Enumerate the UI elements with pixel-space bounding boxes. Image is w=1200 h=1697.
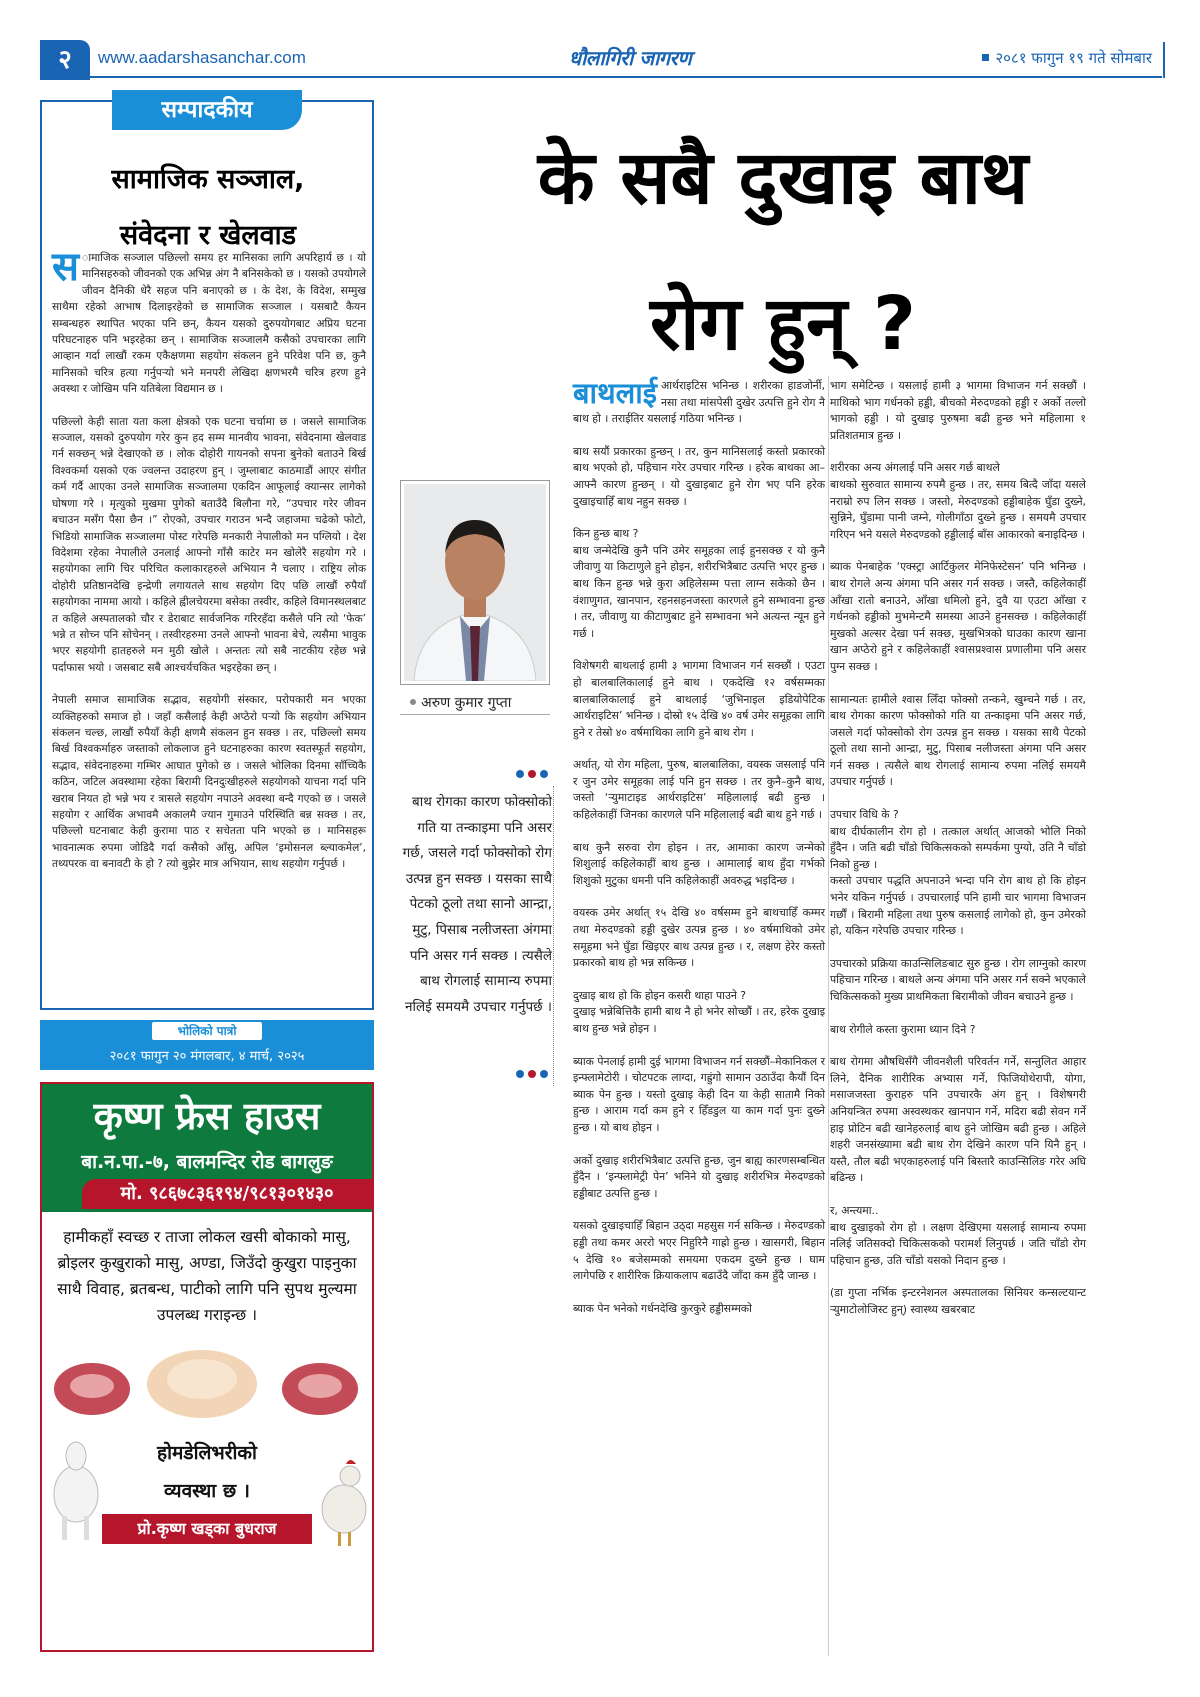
caption-rule xyxy=(400,714,550,715)
pullquote-dots-bottom xyxy=(516,1070,548,1078)
editorial-paragraph: नेपाली समाज सामाजिक सद्भाव, सहयोगी संस्कार, परोपकारी मन भएका व्यक्तिहरुको समाज हो । जहाँ कसैलाई केही अप्ठेरो पर्‍यो कि सहयोग अभियान संकलन चल्छ, लाखौं रुपैयाँ केही क्षणमै संकलन हुन सक्छ । तर, पछिल्लो समय बिर्ख विश्वकर्माहरु जस्ताको लोकलाज हुने घटनाहरुका कारण स्वतस्फूर्त सहयोग, सद्भाव, संवेदनाहरुमा गम्भिर आघात पुगेको छ । जसले भोलिका दिनमा साँच्चिकै कठिन, जटिल अवस्थामा रहेका बिरामी दिनदुःखीहरुले सहयोगको याचना गर्दा पनि खराब नियत हो भन्ने भय र त्रासले सहयोग नपाउने अवस्था बन्दै गएको छ । जसले सहयोग र आर्थिक अभावमै अकालमै ज्यान गुमाउने परिस्थिति बन्न सक्छ । तर, पछिल्लो घटनाबाट केही कुरामा पाठ र सचेतता पनि भएको छ । मानिसहरू भावनात्मक रुपमा जोडिदै गर्दा कसैको आँसु, अपिल ‘इमोसनल ब्ल्याकमेल’, तथ्यपरक वा बनावटी के हो ? त्यो बुझेर मात्र अभियान, साथ सहयोग गर्नुपर्छ । xyxy=(52,694,366,871)
advertisement xyxy=(40,1082,374,1652)
almanac-date: २०८१ फागुन २० मंगलबार, ४ मार्च, २०२५ xyxy=(109,1049,305,1064)
hen-image xyxy=(314,1454,372,1549)
editorial-box xyxy=(40,97,374,1010)
article-paragraph: वयस्क उमेर अर्थात् १५ देखि ४० वर्षसम्म हुने बाथचाहिँ कम्मर तथा मेरुदण्डको हड्डी दुखेर उत्पन्न हुन्छ । ४० वर्षमाथिको उमेर समूहमा भने घुँडा खिइएर बाथ उत्पन्न हुन्छ । र, लक्षण हेरेर कस्तो प्रकारको बाथ हो भन्न सकिन्छ । xyxy=(573,906,825,970)
editorial-dropcap: स xyxy=(52,244,80,290)
editorial-label: सम्पादकीय xyxy=(112,90,302,130)
ad-phone: मो. ९८६७८३६१९४/९८१३०१४३० xyxy=(82,1179,372,1209)
lead-word: बाथलाई xyxy=(573,376,658,410)
article-paragraph: बाथ रोगीले कस्ता कुरामा ध्यान दिने ? xyxy=(830,1022,976,1036)
pullquote-dots-top xyxy=(516,770,548,778)
pullquote-rule xyxy=(553,786,554,1086)
article-paragraph: सामान्यतः हामीले श्वास लिँदा फोक्सो तन्कने, खुम्चने गर्छ । तर, बाथ रोगका कारण फोक्सोको गति या तन्काइमा पनि असर गर्छ, जसले गर्दा फोक्सोको रोग उत्पन्न हुन सक्छ । यसका साथै पेटको ठूलो तथा सानो आन्द्रा, मुटु, पिसाब नलीजस्ता अंगमा पनि असर गर्न सक्छ । त्यसैले बाथ रोगलाई सामान्य रुपमा नलिई समयमै उपचार गर्नुपर्छ । xyxy=(830,692,1086,789)
article-column-1 xyxy=(573,378,825,1333)
author-name: अरुण कुमार गुप्ता xyxy=(410,693,511,712)
article-paragraph: यसको दुखाइचाहिँ बिहान उठ्दा महसुस गर्न सकिन्छ । मेरुदण्डको हड्डी तथा कमर अररो भएर निहुरिनै गाह्रो हुन्छ । खासगरी, बिहान ५ देखि १० बजेसम्मको समयमा एकदम दुख्ने हुन्छ । घाम लागेपछि र शारीरिक क्रियाकलाप बढाउँदै जाँदा कम हुँदै जान्छ । xyxy=(573,1219,825,1283)
article-paragraph: बाथ रोगमा औषधिसँगै जीवनशैली परिवर्तन गर्ने, सन्तुलित आहार लिने, दैनिक शारीरिक अभ्यास गर्ने, फिजियोथेरापी, योगा, मसाजजस्ता कुराहरु पनि उपचारकै अंग हुन् । विशेषगरी अनियन्त्रित रुपमा अस्वस्थकर खानपान गर्ने, मदिरा बढी सेवन गर्ने हाइ प्रोटिन बढी खानेहरुलाई बाथ हुने जोखिम बढी हुन्छ । अहिले शहरी जनसंख्यामा बढी बाथ रोग देखिने कारण पनि यिनै हुन् । यस्तै, तौल बढी भएकाहरुलाई पनि बिस्तारै काउन्सिलिङ गरेर अघि बढिन्छ । xyxy=(830,1055,1086,1185)
header-date: २०८१ फागुन १९ गते सोमबार xyxy=(982,48,1152,68)
article-paragraph: ब्याक पेनबाहेक ‘एक्स्ट्रा आर्टिकुलर मेनिफेस्टेसन’ पनि भनिन्छ । बाथ रोगले अन्य अंगमा पनि असर गर्न सक्छ । जस्तै, कहिलेकाहीं आँखा रातो बनाउने, आँखा धमिलो हुने, दुवै या एउटा आँखा र गर्धनको हड्डीको मुभमेन्टमै समस्या आउने हुनसक्छ । कहिलेकाहीं मुखको अल्सर देखा पर्न सक्छ, मुखभित्रको घाउका कारण खाना खान अप्ठेरो हुने र कहिलेकाहीं श्वासप्रश्वास प्रणालीमा पनि असर पुग्न सक्छ । xyxy=(830,560,1086,673)
ad-home-line1: होमडेलिभरीको xyxy=(157,1442,257,1464)
ad-description: हामीकहाँ स्वच्छ र ताजा लोकल खसी बोकाको मासु, ब्रोइलर कुखुराको मासु, अण्डा, जिउँदो कुखुरा पाइनुका साथै विवाह, ब्रतबन्ध, पाटीको लागि पनि सुपथ मुल्यमा उपलब्ध गराइन्छ । xyxy=(57,1228,357,1324)
ad-shop-name: कृष्ण फ्रेस हाउस xyxy=(93,1094,321,1138)
page-number: २ xyxy=(40,40,90,80)
ad-owner: प्रो.कृष्ण खड्का बुधराज xyxy=(102,1514,312,1544)
ad-address: बा.न.पा.-७, बालमन्दिर रोड बागलुङ xyxy=(81,1151,333,1173)
ad-banner xyxy=(42,1084,372,1212)
article-lead-paragraph xyxy=(573,378,825,428)
header-edge-rule xyxy=(1163,42,1165,78)
pull-quote: बाथ रोगका कारण फोक्सोको गति या तन्काइमा पनि असर गर्छ, जसले गर्दा फोक्सोको रोग उत्पन्न हुन सक्छ । यसका साथै पेटको ठूलो तथा सानो आन्द्रा, मुटु, पिसाब नलीजस्ता अंगमा पनि असर गर्न सक्छ । त्यसैले बाथ रोगलाई सामान्य रुपमा नलिई समयमै उपचार गर्नुपर्छ । xyxy=(402,794,552,1015)
meat-image xyxy=(52,1334,362,1424)
article-headline xyxy=(398,105,1168,397)
page-header xyxy=(40,42,1162,78)
website-link[interactable]: www.aadarshasanchar.com xyxy=(98,48,306,67)
article-paragraph: ब्याक पेनलाई हामी दुई भागमा विभाजन गर्न सक्छौं–मेकानिकल र इन्फ्लामेटोरी । चोटपटक लाग्दा, गह्रुंगो सामान उठाउँदा कैयौं दिन ब्याक पेन हुन्छ । यस्तो दुखाइ केही दिन या केही सातामै निको हुन्छ । आराम गर्दा कम हुने र हिँडडुल या काम गर्दा पुनः दुख्ने हुन्छ । यो बाथ होइन । xyxy=(573,1054,825,1134)
article-paragraph: किन हुन्छ बाथ ? बाथ जन्मेदेखि कुनै पनि उमेर समूहका लाई हुनसक्छ र यो कुनै जीवाणु या किटाणुले हुने होइन, शरीरभित्रैबाट उत्पत्ति भएर हुन्छ । बाथ किन हुन्छ भन्ने कुरा अहिलेसम्म पत्ता लाग्न सकेको छैन । वंशाणुगत, खानपान, रहनसहनजस्ता कारणले हुने सम्भावना हुन्छ । तर, जीवाणु या कीटाणुबाट हुने सम्भावना भने अत्यन्त न्यून हुने गर्छ । xyxy=(573,527,825,640)
article-paragraph: उपचार विधि के ? बाथ दीर्घकालीन रोग हो । तत्काल अर्थात् आजको भोलि निको हुँदैन । जति बढी चाँडो चिकित्सकको सम्पर्कमा पुग्यो, उति नै चाँडो निको हुन्छ । कस्तो उपचार पद्धति अपनाउने भन्दा पनि रोग बाथ हो कि होइन भनेर यकिन गर्नुपर्छ । उपचारलाई पनि हामी चार भागमा विभाजन गर्छौं । बिरामी महिला तथा पुरुष कसलाई लागेको हो, कुन उमेरको हो, यकिन गरेपछि उपचार गरिन्छ । xyxy=(830,808,1086,938)
masthead-logo: धौलागिरी जागरण xyxy=(568,46,692,70)
editorial-paragraph: ामाजिक सञ्जाल पछिल्लो समय हर मानिसका लागि अपरिहार्य छ । यो मानिसहरुको जीवनको एक अभिन्न अंग नै बनिसकेको छ । यसको उपयोगले जीवन दैनिकी धेरै सहज पनि बनाएको छ । के देश, के विदेश, सम्मुख साथैमा रहेको आभाष दिलाइरहेको छ सामाजिक सञ्जाल । यसबाटै कैयन सम्बन्धहरु स्थापित भएका पनि छन्, कैयन यसको दुरुपयोगबाट अप्रिय घटना परिघटनाहरु पनि भइरहेका छन् । सामाजिक सञ्जालमै कसैको उपचारका लागि आव्हान गर्दा लाखौं रकम एकैक्षणमा सहयोग संकलन हुने परिवेश पनि छ, कुनै मानिसको चरित्र हत्या गर्नुपर्‍यो भने मनपरी लेखिदा क्षणभरमै चरित्र हरण हुने अवस्था र जोखिम पनि यतिबेला विद्यमान छ । xyxy=(52,252,366,396)
headline-line2: रोग हुन् ? xyxy=(650,281,916,367)
article-paragraph: उपचारको प्रक्रिया काउन्सिलिङबाट सुरु हुन्छ । रोग लाग्नुको कारण पहिचान गरिन्छ । बाथले अन्य अंगमा पनि असर गर्न सक्ने भएकाले चिकित्सकको मुख्य प्राथमिकता बिरामीको जीवन बचाउने हुन्छ । xyxy=(830,956,1086,1003)
article-paragraph: अर्थात्, यो रोग महिला, पुरुष, बालबालिका, वयस्क जसलाई पनि र जुन उमेर समूहका लाई पनि हुन सक्छ । तर कुनै–कुनै बाथ, जस्तो ‘र्‍युमाटाइड आर्थराइटिस’ महिलालाई बढी हुन्छ । कहिलेकाहीं जिनका कारणले पनि महिलालाई बढी बाथ हुने गर्छ । xyxy=(573,758,825,822)
article-paragraph: विशेषगरी बाथलाई हामी ३ भागमा विभाजन गर्न सक्छौं । एउटा हो बालबालिकालाई हुने बाथ । एकदेखि १२ वर्षसम्मका बालबालिकालाई हुने बाथलाई ‘जुभिनाइल इडियोपेटिक आर्थराइटिस’ भनिन्छ । दोस्रो १५ देखि ४० वर्ष उमेर समूहका लागि हुने र तेस्रो ४० वर्षमाथिका लागि हुने बाथ रोग । xyxy=(573,659,826,739)
editorial-title-line1: सामाजिक सञ्जाल, xyxy=(111,164,305,195)
article-paragraph: बाथ कुनै सरुवा रोग होइन । तर, आमाका कारण जन्मेको शिशुलाई कहिलेकाहीं बाथ हुन्छ । आमालाई बाथ हुँदा गर्भको शिशुको मुटुका धमनी पनि कहिलेकाहीं अवरुद्ध भइदिन्छ । xyxy=(573,840,825,887)
article-paragraph: अर्को दुखाइ शरीरभित्रैबाट उत्पत्ति हुन्छ, जुन बाह्य कारणसम्बन्धित हुँदैन । ‘इन्फ्लामेट्री पेन’ भनिने यो दुखाइ शरीरभित्र मेरुदण्डको हड्डीबाट उत्पत्ति हुन्छ । xyxy=(573,1153,825,1200)
article-paragraph: शरीरका अन्य अंगलाई पनि असर गर्छ बाथले बाथको सुरुवात सामान्य रुपमै हुन्छ । तर, समय बित्दै जाँदा यसले नराम्रो रुप लिन सक्छ । जस्तो, मेरुदण्डको हड्डीबाहेक घुँडा दुख्ने, सुन्निने, घुँडामा पानी जम्ने, गोलीगाँठा दुख्ने हुन्छ । समयमै उपचार गरिएन भने यसले मेरुदण्डको हड्डीलाई बाँस आकारको बनाइदिन्छ । xyxy=(830,461,1086,541)
ad-home-delivery xyxy=(102,1434,312,1510)
editorial-body xyxy=(52,244,366,889)
editorial-paragraph: पछिल्लो केही साता यता कला क्षेत्रको एक घटना चर्चामा छ । जसले सामाजिक सञ्जाल, यसको दुरुपयोग गरेर कुन हद सम्म मानवीय भावना, संवेदनामा खेलवाड गर्न सक्छन् भन्ने देखाएको छ । लोक दोहोरी गायनको सपना बुनेको बताउने बिर्ख विश्वकर्मा यसको एक ज्वलन्त उदाहरण हुन् । जुम्लाबाट काठमाडौं आएर संगीत कर्म गर्दै आएका उनले सामाजिक सञ्जालमा एकदिन आफूलाई क्यान्सर लागेको घोषणा गरे । मृत्युको मुखमा पुगेको बताउँदै बिलौना गरे, “उपचार गरेर जीवन बचाउन मसँग पैसा छैन ।” रोएको, उपचार गराउन भन्दै जहाजमा चढेको फोटो, भिडियो सामाजिक सञ्जालमा पोस्ट गरेपछि मनकारी नेपालीको मन पग्लियो । देश विदेशमा रहेका नेपालीले उनलाई आफ्नो गाँसै काटेर मन खोलेरै सहयोग गरे । सहयोगका लागि चिर परिचित कलाकारहरुले अभियान नै चलाए । राष्ट्रिय लोक दोहोरी प्रतिष्ठानदेखि इन्द्रेणी लगायतले साथ सहयोग दिए पछि लाखौं रुपैयाँ सहयोगका नाममा आयो । कहिले ह्वीलचेयरमा बसेका तस्वीर, कहिले विमानस्थलबाट त कहिले अस्पतालको चौर र डेराबाट सार्वजनिक गरिरहँदा कसैले पनि त्यो ‘फेक’ भन्ने त सोच्न पनि सोचेनन् । तस्वीरहरुमा उनले आफ्नो भावना बेचे, त्यसैमा भावुक भएर सहयोगी हातहरुले मन मुठी खोले । अन्ततः त्यो सबै नाटकीय रहेछ भन्ने पर्दाफास भयो । जसबाट सबै आश्चर्यचकित भइरहेका छन् । xyxy=(52,415,366,674)
article-paragraph: र, अन्त्यमा.. बाथ दुखाइको रोग हो । लक्षण देखिएमा यसलाई सामान्य रुपमा नलिई जतिसक्दो चिकित्सकको परामर्श लिनुपर्छ । जति चाँडो रोग पहिचान हुन्छ, उति चाँडो यसको निदान हुन्छ । xyxy=(830,1203,1086,1267)
editorial-title xyxy=(52,152,364,264)
article-column-2 xyxy=(830,378,1086,1335)
article-paragraph: बाथ सयौं प्रकारका हुन्छन् । तर, कुन मानिसलाई कस्तो प्रकारको बाथ भएको हो, पहिचान गरेर उपचार गरिन्छ । हरेक बाथका आ–आफ्नै कारण हुन्छन् । यो दुखाइबाट हुने रोग भए पनि हरेक दुखाइचाहिँ बाथ नहुन सक्छ । xyxy=(573,444,825,508)
editorial-title-line2: संवेदना र खेलवाड xyxy=(119,220,297,251)
article-paragraph: भाग समेटिन्छ । यसलाई हामी ३ भागमा विभाजन गर्न सक्छौं । माथिको भाग गर्धनको हड्डी, बीचको मेरुदण्डको हड्डी र अर्को तल्लो भागको हड्डी । यो दुखाइ पुरुषमा बढी हुन्छ भने महिलामा १ प्रतिशतमात्र हुन्छ । xyxy=(830,379,1086,442)
article-paragraph: (डा गुप्ता नर्भिक इन्टरनेशनल अस्पतालका सिनियर कन्सल्टयान्ट र्‍युमाटोलोजिस्ट हुन्) स्वास्थ्य खबरबाट xyxy=(830,1286,1086,1316)
article-paragraph: ब्याक पेन भनेको गर्धनदेखि कुरकुरे हड्डीसम्मको xyxy=(573,1301,752,1315)
article-paragraph: दुखाइ बाथ हो कि होइन कसरी थाहा पाउने ? दुखाइ भन्नेबित्तिकै हामी बाथ नै हो भनेर सोच्छौं । तर, हरेक दुखाइ बाथ हुन्छ भन्ने होइन । xyxy=(573,988,825,1035)
almanac-label: भोलिको पात्रो xyxy=(152,1022,262,1040)
headline-line1: के सबै दुखाइ बाथ xyxy=(537,135,1029,221)
ad-home-line2: व्यवस्था छ । xyxy=(164,1480,250,1502)
author-photo xyxy=(404,484,546,681)
tomorrow-almanac xyxy=(40,1020,374,1070)
article-paragraph: आर्थराइटिस भनिन्छ । शरीरका हाडजोर्नी, नसा तथा मांसपेसी दुखेर उत्पत्ति हुने रोग नै बाथ हो । तराईतिर यसलाई गठिया भनिन्छ । xyxy=(573,379,825,426)
goat-image xyxy=(46,1434,106,1544)
column-divider xyxy=(828,376,829,1656)
author-photo-frame xyxy=(400,480,550,685)
